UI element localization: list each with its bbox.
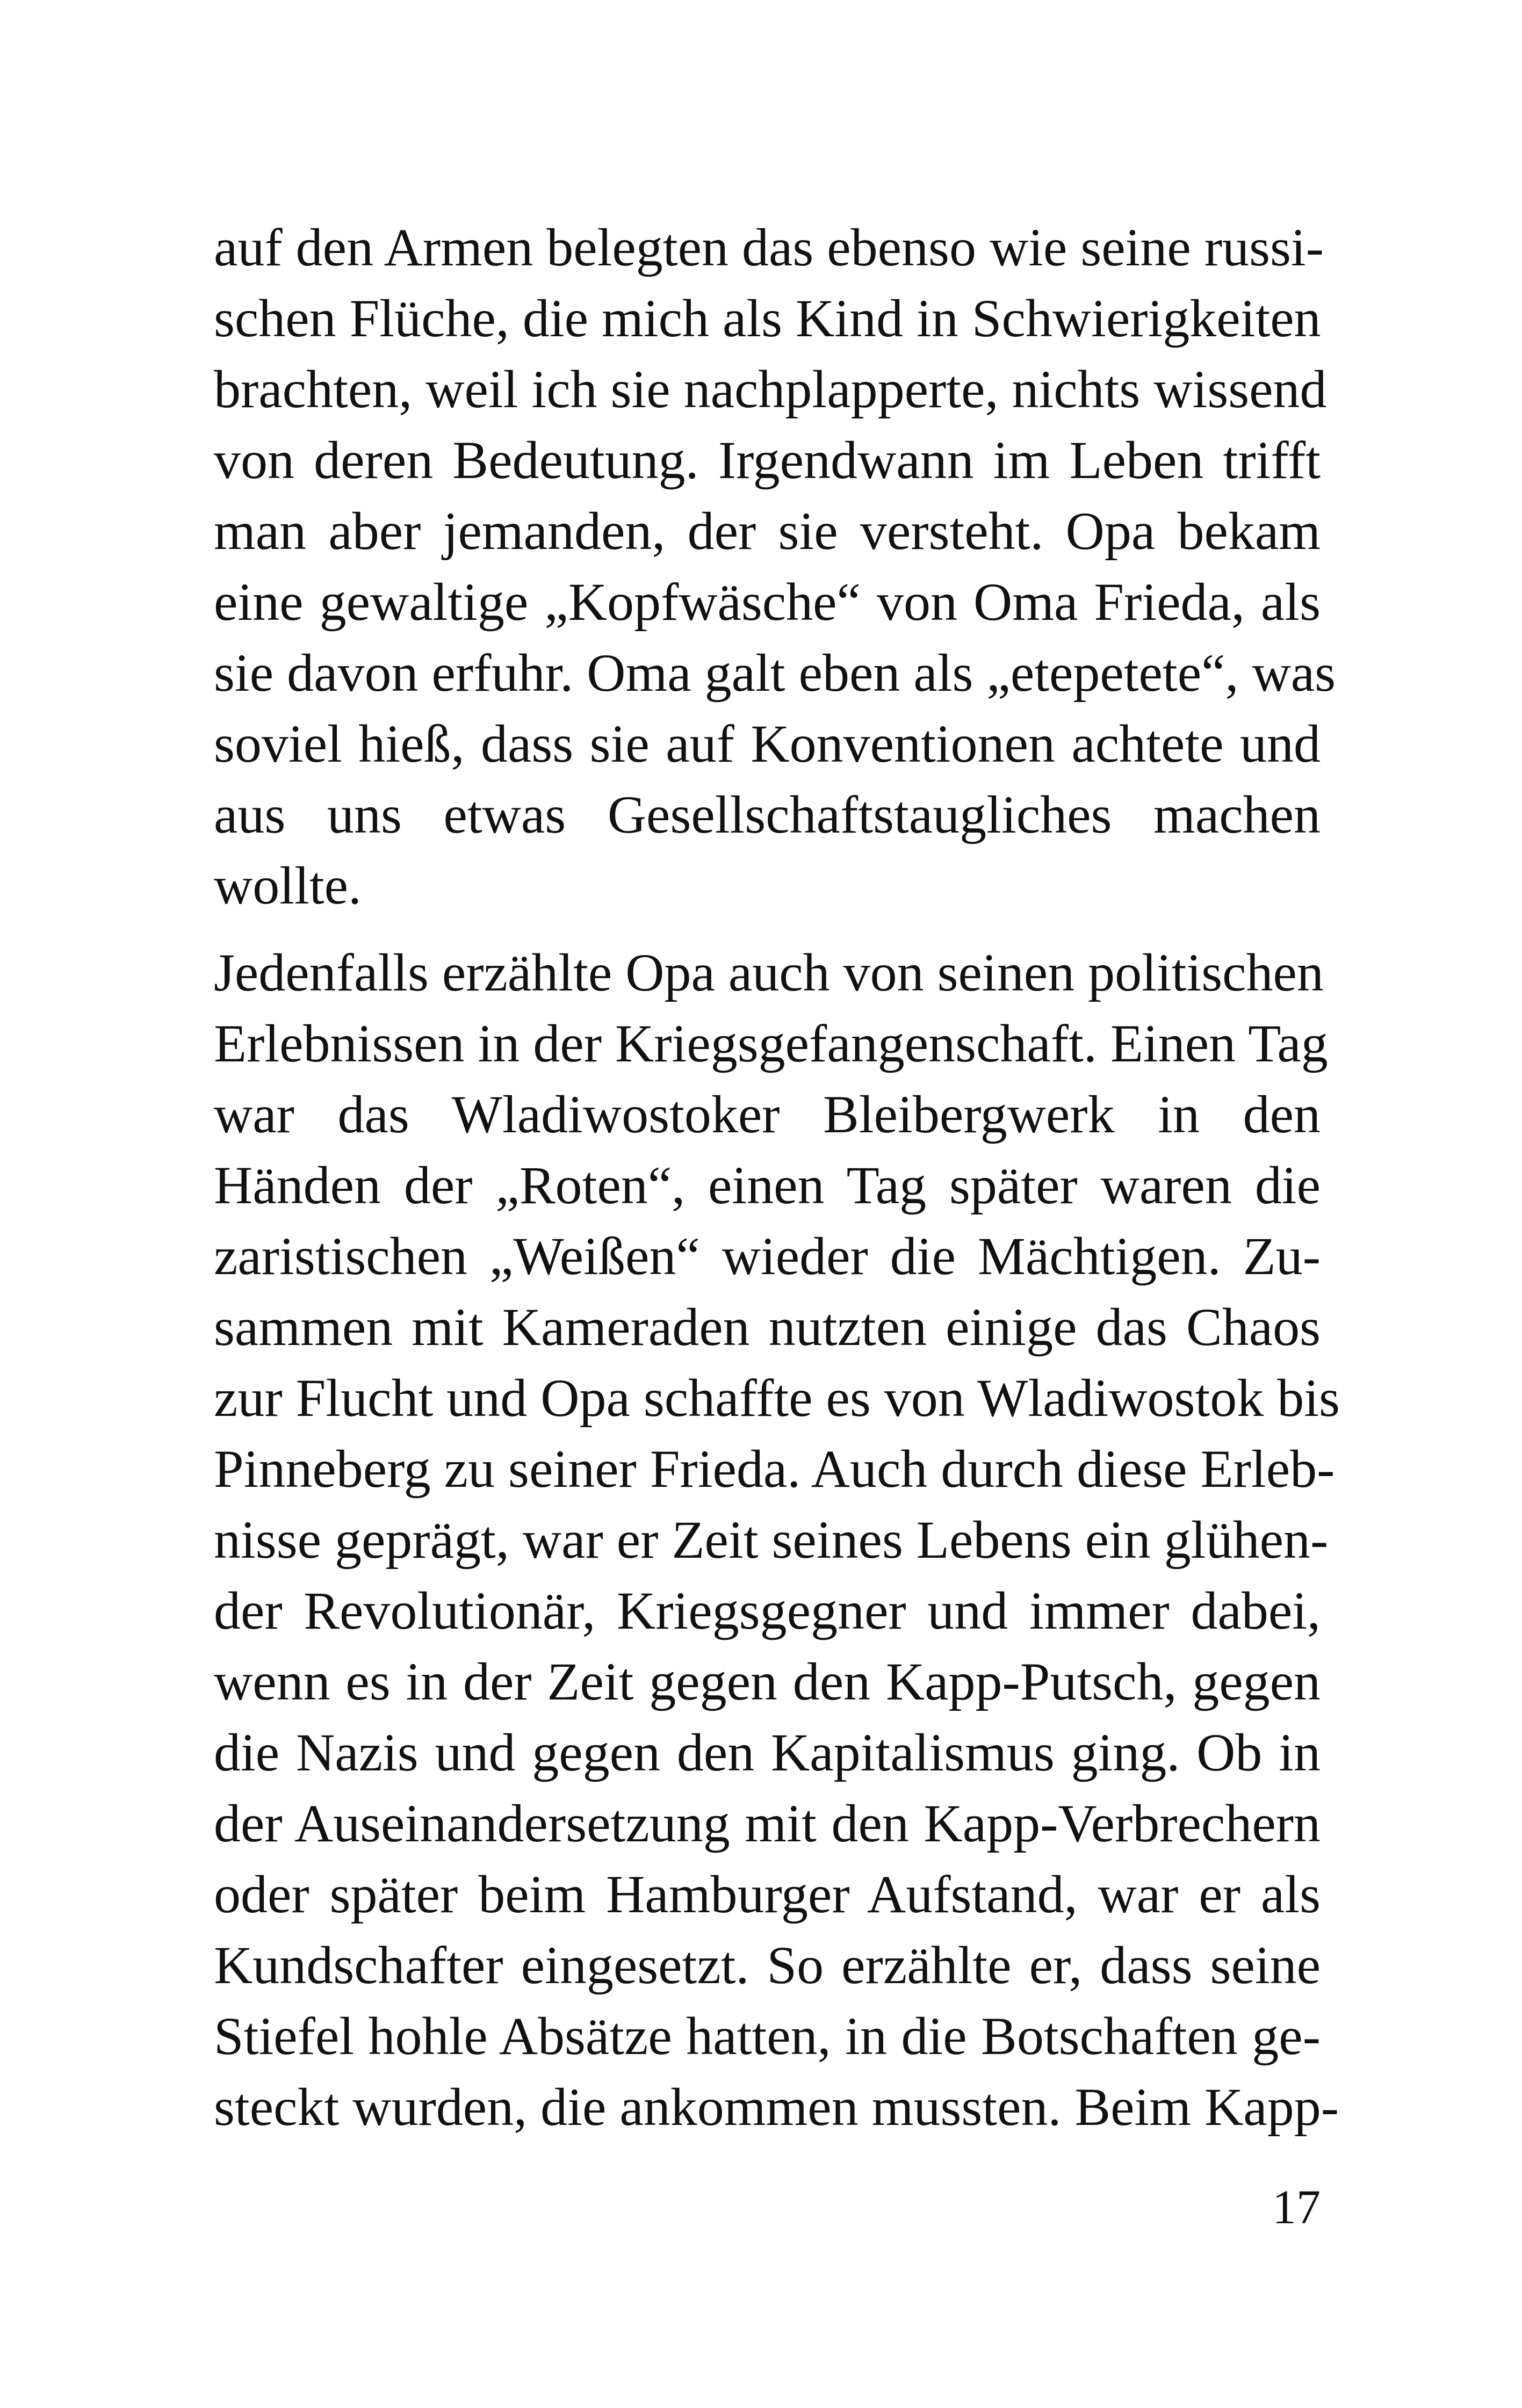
text-line: oder später beim Hamburger Aufstand, war er als (214, 1864, 1321, 1924)
paragraph-1 (214, 212, 1336, 921)
text-line: eine gewaltige „Kopfwäsche“ von Oma Frieda, als (214, 572, 1321, 632)
text-line: wenn es in der Zeit gegen den Kapp-Putsch, gegen (214, 1652, 1321, 1711)
text-line: auf den Armen belegten das ebenso wie seine russi- (214, 218, 1324, 277)
text-line: Stiefel hohle Absätze hatten, in die Botschaften ge- (214, 2006, 1321, 2066)
text-line: soviel hieß, dass sie auf Konventionen achtete und (214, 714, 1321, 773)
text-line: Jedenfalls erzählte Opa auch von seinen politischen (214, 943, 1324, 1002)
text-line: sie davon erfuhr. Oma galt eben als „etepetete“, was (214, 643, 1336, 703)
text-line: schen Flüche, die mich als Kind in Schwierigkeiten (214, 288, 1321, 348)
text-line: von deren Bedeutung. Irgendwann im Leben trifft (214, 430, 1321, 490)
text-line: brachten, weil ich sie nachplapperte, nichts wissend (214, 359, 1327, 419)
text-line: Kundschafter eingesetzt. So erzählte er, dass seine (214, 1935, 1321, 1995)
text-line: war das Wladiwostoker Bleibergwerk in den (214, 1084, 1321, 1144)
text-line: zaristischen „Weißen“ wieder die Mächtigen. Zu- (214, 1226, 1321, 1286)
text-line: die Nazis und gegen den Kapitalismus ging. Ob in (214, 1723, 1321, 1782)
text-line: zur Flucht und Opa schaffte es von Wladiwostok bis (214, 1368, 1340, 1428)
text-line: Erlebnissen in der Kriegsgefangenschaft. Einen Tag (214, 1014, 1328, 1073)
text-line: steckt wurden, die ankommen mussten. Beim Kapp- (214, 2077, 1339, 2137)
page-number: 17 (1272, 2181, 1321, 2234)
text-line: der Revolutionär, Kriegsgegner und immer dabei, (214, 1581, 1321, 1640)
text-line: Händen der „Roten“, einen Tag später waren die (214, 1155, 1321, 1215)
paragraph-2 (214, 937, 1340, 2143)
text-line: der Auseinandersetzung mit den Kapp-Verbrechern (214, 1794, 1321, 1853)
text-line: man aber jemanden, der sie versteht. Opa bekam (214, 501, 1321, 561)
text-line: nisse geprägt, war er Zeit seines Lebens ein glühen- (214, 1510, 1329, 1570)
text-line: aus uns etwas Gesellschaftstaugliches machen (214, 785, 1321, 844)
text-line: wollte. (214, 856, 362, 915)
text-line: Pinneberg zu seiner Frieda. Auch durch diese Erleb- (214, 1439, 1335, 1499)
text-line: sammen mit Kameraden nutzten einige das Chaos (214, 1297, 1321, 1357)
